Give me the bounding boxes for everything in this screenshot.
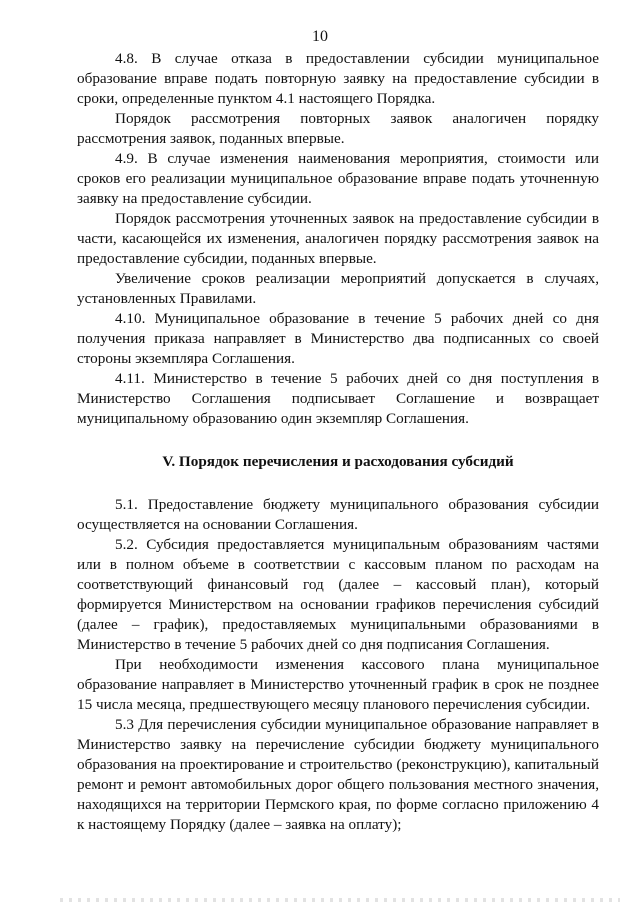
- paragraph-4-10: 4.10. Муниципальное образование в течение 5 рабочих дней со дня получения приказа направляет в Министерство два подписанных со своей стороны экземпляра Соглашения.: [77, 310, 599, 367]
- scan-artifact-strip: [60, 898, 620, 902]
- paragraph-4-11: 4.11. Министерство в течение 5 рабочих дней со дня поступления в Министерство Соглашения подписывает Соглашение и возвращает муниципальному образованию один экземпляр Соглашения.: [77, 370, 599, 427]
- paragraph-4-8-review: Порядок рассмотрения повторных заявок аналогичен порядку рассмотрения заявок, поданных впервые.: [77, 110, 599, 147]
- paragraph-4-9: 4.9. В случае изменения наименования мероприятия, стоимости или сроков его реализации муниципальное образование вправе подать уточненную заявку на предоставление субсидии.: [77, 150, 599, 207]
- page-number: 10: [312, 28, 328, 45]
- paragraph-4-8: 4.8. В случае отказа в предоставлении субсидии муниципальное образование вправе подать повторную заявку на предоставление субсидии в сроки, определенные пунктом 4.1 настоящего Порядка.: [77, 50, 599, 107]
- paragraph-5-3: 5.3 Для перечисления субсидии муниципальное образование направляет в Министерство заявку на перечисление субсидии бюджету муниципального образования на проектирование и строительство (реконструкцию), капитальный ремонт и ремонт автомобильных дорог общего пользования местного значения, находящихся на территории Пермского края, по форме согласно приложению 4 к настоящему Порядку (далее – заявка на оплату);: [77, 716, 599, 833]
- paragraph-4-9-review: Порядок рассмотрения уточненных заявок на предоставление субсидии в части, касающейся их изменения, аналогичен порядку рассмотрения заявок на предоставление субсидии, поданных впервые.: [77, 210, 599, 267]
- heading-spacer-top: [77, 429, 599, 452]
- paragraph-5-1: 5.1. Предоставление бюджету муниципального образования субсидии осуществляется на основании Соглашения.: [77, 496, 599, 533]
- paragraph-5-2-cash-plan: При необходимости изменения кассового плана муниципальное образование направляет в Министерство уточненный график в срок не позднее 15 числа месяца, предшествующего месяцу планового перечисления субсидии.: [77, 656, 599, 713]
- document-body: [77, 49, 599, 835]
- heading-spacer-bottom: [77, 472, 599, 495]
- section-heading: V. Порядок перечисления и расходования субсидий: [162, 453, 514, 470]
- paragraph-5-2: 5.2. Субсидия предоставляется муниципальным образованиям частями или в полном объеме в соответствии с кассовым планом по расходам на соответствующий финансовый год (далее – кассовый план), который формируется Министерством на основании графиков перечисления субсидий (далее – график), предоставляемых муниципальными образованиями в Министерство в течение 5 рабочих дней со дня подписания Соглашения.: [77, 536, 599, 653]
- paragraph-4-9-extension: Увеличение сроков реализации мероприятий допускается в случаях, установленных Правилами.: [77, 270, 599, 307]
